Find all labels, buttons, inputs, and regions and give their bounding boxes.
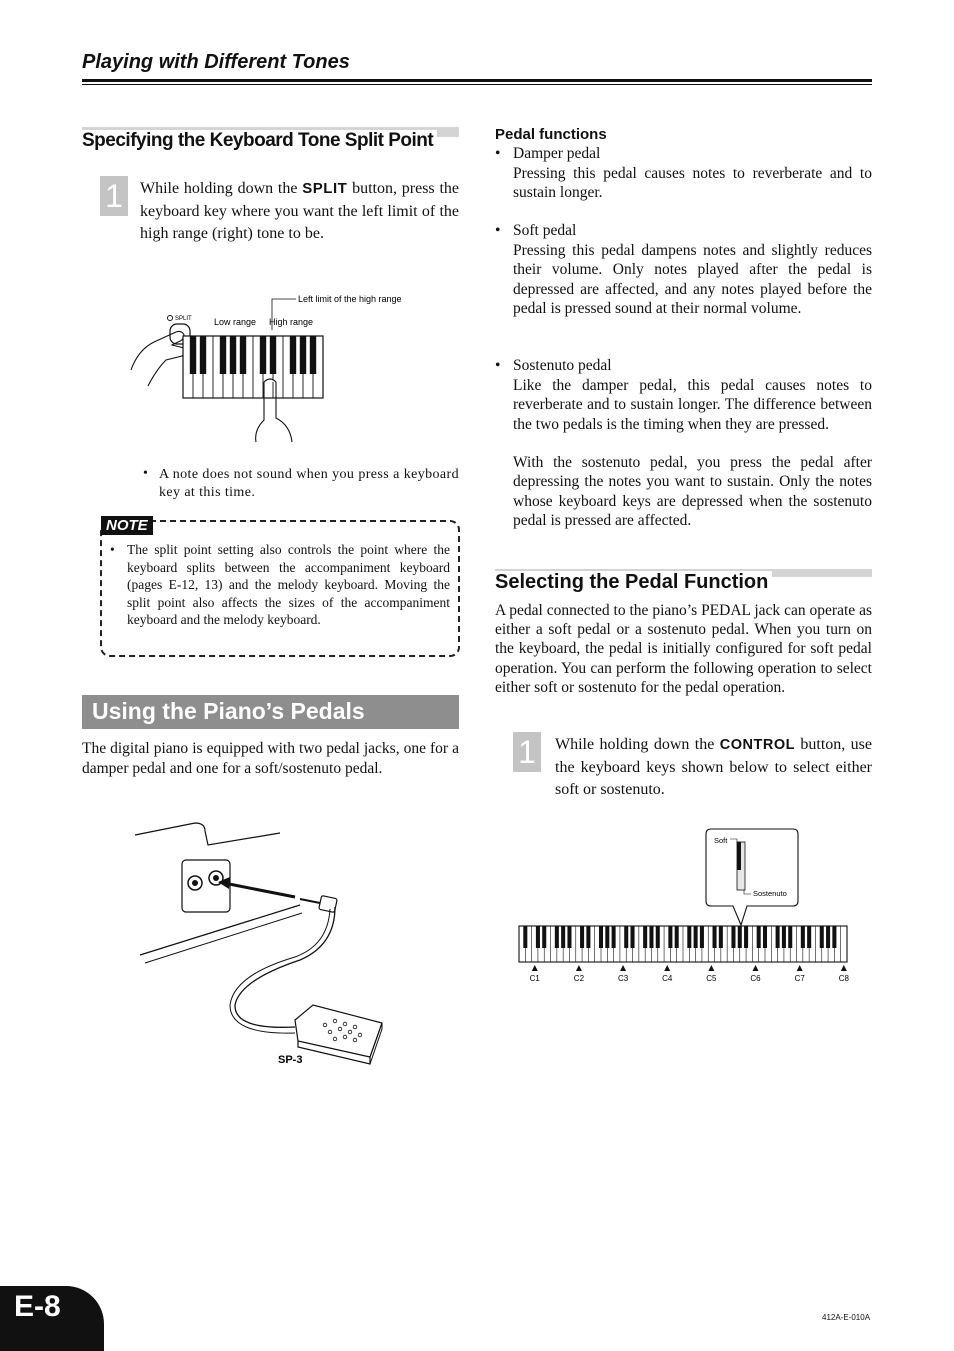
c-marker-label: C7 <box>794 974 805 983</box>
black-key <box>300 336 306 374</box>
split-step-text-before: While holding down the <box>140 180 303 197</box>
control-step-text-after: button, use the keyboard keys shown below to select either soft or sostenuto. <box>555 736 873 798</box>
pedals-intro-text: The digital piano is equipped with two pedal jacks, one for a damper pedal and one for a soft/sostenuto pedal. <box>82 740 459 777</box>
black-key <box>310 336 316 374</box>
black-key <box>586 926 590 948</box>
plug-arrow <box>224 883 295 897</box>
split-keyboard-figure <box>126 290 426 450</box>
pedal-functions-heading: Pedal functions <box>495 126 607 143</box>
black-key <box>782 926 786 948</box>
black-key <box>200 336 206 374</box>
black-key <box>675 926 679 948</box>
soft-label: Soft <box>714 836 728 845</box>
black-key <box>826 926 830 948</box>
black-key <box>801 926 805 948</box>
split-button-label: SPLIT <box>175 316 192 322</box>
black-key <box>713 926 717 948</box>
control-step-text <box>555 734 872 802</box>
c-marker-label: C8 <box>838 974 849 983</box>
black-key <box>536 926 540 948</box>
document-code: 412A-E-010A <box>822 1313 871 1322</box>
black-key <box>687 926 691 948</box>
page-number: E-8 <box>14 1290 61 1323</box>
black-key <box>744 926 748 948</box>
black-key <box>700 926 704 948</box>
pedal-connection-figure <box>130 815 400 1075</box>
black-key <box>757 926 761 948</box>
bullet-marker: • <box>143 466 148 481</box>
control-step-text-before: While holding down the <box>555 736 720 753</box>
high-range-label: High range <box>269 317 314 327</box>
c-marker-label: C3 <box>617 974 629 983</box>
note-tag: NOTE <box>101 516 153 535</box>
black-key <box>542 926 546 948</box>
split-bullet-text: A note does not sound when you press a keyboard key at this time. <box>159 467 459 500</box>
black-key <box>656 926 660 948</box>
black-key <box>523 926 527 948</box>
full-keyboard <box>519 926 847 962</box>
black-key <box>555 926 559 948</box>
split-keyboard <box>183 336 323 398</box>
c-marker-label: C2 <box>573 974 585 983</box>
sostenuto-pedal-text: Like the damper pedal, this pedal causes notes to reverberate and to sustain longer. The difference between the two pedals is the timing when they are pressed. <box>513 377 872 433</box>
black-key <box>605 926 609 948</box>
callout-black-key <box>737 842 741 870</box>
black-key <box>290 336 296 374</box>
black-key <box>807 926 811 948</box>
c-marker-arrow <box>576 965 582 971</box>
note-bullet-marker: • <box>110 542 115 557</box>
c-marker-label: C5 <box>706 974 717 983</box>
c-marker-label: C6 <box>750 974 761 983</box>
c-marker-arrow <box>753 965 759 971</box>
c-marker-arrow <box>841 965 847 971</box>
hand-icon <box>131 331 186 386</box>
header-rule-thin <box>82 84 872 85</box>
black-key <box>832 926 836 948</box>
black-key <box>763 926 767 948</box>
step-number: 1 <box>513 732 541 772</box>
bullet-marker: • <box>495 222 501 239</box>
pedal-select-figure <box>515 825 855 990</box>
note-text: The split point setting also controls the point where the keyboard splits between the accompaniment keyboard (pages E-12, 13) and the melody keyboard. Moving the split point also affects the sizes of the accompaniment keyboard and the melody keyboard. <box>127 542 450 628</box>
black-key <box>220 336 226 374</box>
select-section-title: Selecting the Pedal Function <box>495 571 772 594</box>
sostenuto-pedal-text-2: With the sostenuto pedal, you press the pedal after depressing the notes you want to sustain. Only the notes whose keyboard keys are depressed when the sostenuto pedal is pressed are affected. <box>513 454 872 529</box>
black-key <box>240 336 246 374</box>
black-key <box>260 336 266 374</box>
damper-pedal-name: Damper pedal <box>513 145 601 162</box>
black-key <box>668 926 672 948</box>
black-key <box>580 926 584 948</box>
bullet-marker: • <box>495 357 501 374</box>
c-marker-arrow <box>708 965 714 971</box>
black-key <box>190 336 196 374</box>
black-key <box>731 926 735 948</box>
pedals-section-title: Using the Piano’s Pedals <box>92 698 365 724</box>
c-marker-label: C1 <box>529 974 540 983</box>
black-key <box>561 926 565 948</box>
black-key <box>270 336 276 374</box>
split-step-text <box>140 178 459 246</box>
black-key <box>230 336 236 374</box>
left-limit-label: Left limit of the high range <box>298 294 402 304</box>
black-key <box>612 926 616 948</box>
step-number: 1 <box>100 176 128 216</box>
black-key <box>694 926 698 948</box>
black-key <box>820 926 824 948</box>
black-key <box>643 926 647 948</box>
soft-pedal-text: Pressing this pedal dampens notes and slightly reduces their volume. Only notes played after the pedal is depressed are affected, and any notes played before the pedal is pressed sound at their normal volume. <box>513 242 872 317</box>
black-key <box>719 926 723 948</box>
section-header-title: Playing with Different Tones <box>82 51 350 73</box>
soft-pedal-name: Soft pedal <box>513 222 577 239</box>
c-marker-label: C4 <box>662 974 673 983</box>
black-key <box>649 926 653 948</box>
sostenuto-label: Sostenuto <box>753 889 787 898</box>
piano-body-outline <box>135 823 280 845</box>
sostenuto-pedal-name: Sostenuto pedal <box>513 357 612 374</box>
c-markers <box>530 965 850 983</box>
split-led-icon <box>168 316 173 321</box>
control-button-name: CONTROL <box>719 737 795 753</box>
c-marker-arrow <box>620 965 626 971</box>
select-intro-text: A pedal connected to the piano’s PEDAL jack can operate as either a soft pedal or a sostenuto pedal. When you turn on the keyboard, the pedal is initially configured for soft pedal operation. You can perform the following operation to select either soft or sostenuto for the pedal operation. <box>495 602 872 696</box>
c-marker-arrow <box>532 965 538 971</box>
pedal-model-label: SP-3 <box>278 1054 303 1066</box>
black-key <box>631 926 635 948</box>
black-key <box>776 926 780 948</box>
low-range-label: Low range <box>214 317 257 327</box>
header-rule <box>82 79 872 82</box>
c-marker-arrow <box>664 965 670 971</box>
black-key <box>788 926 792 948</box>
split-section-title: Specifying the Keyboard Tone Split Point <box>82 130 437 152</box>
black-key <box>599 926 603 948</box>
damper-pedal-text: Pressing this pedal causes notes to reverberate and to sustain longer. <box>513 165 872 202</box>
split-step-text-after: button, press the keyboard key where you want the left limit of the high range (right) tone to be. <box>140 180 459 242</box>
black-key <box>738 926 742 948</box>
black-key <box>567 926 571 948</box>
c-marker-arrow <box>797 965 803 971</box>
bullet-marker: • <box>495 145 501 162</box>
black-key <box>624 926 628 948</box>
split-button-name: SPLIT <box>302 180 348 197</box>
